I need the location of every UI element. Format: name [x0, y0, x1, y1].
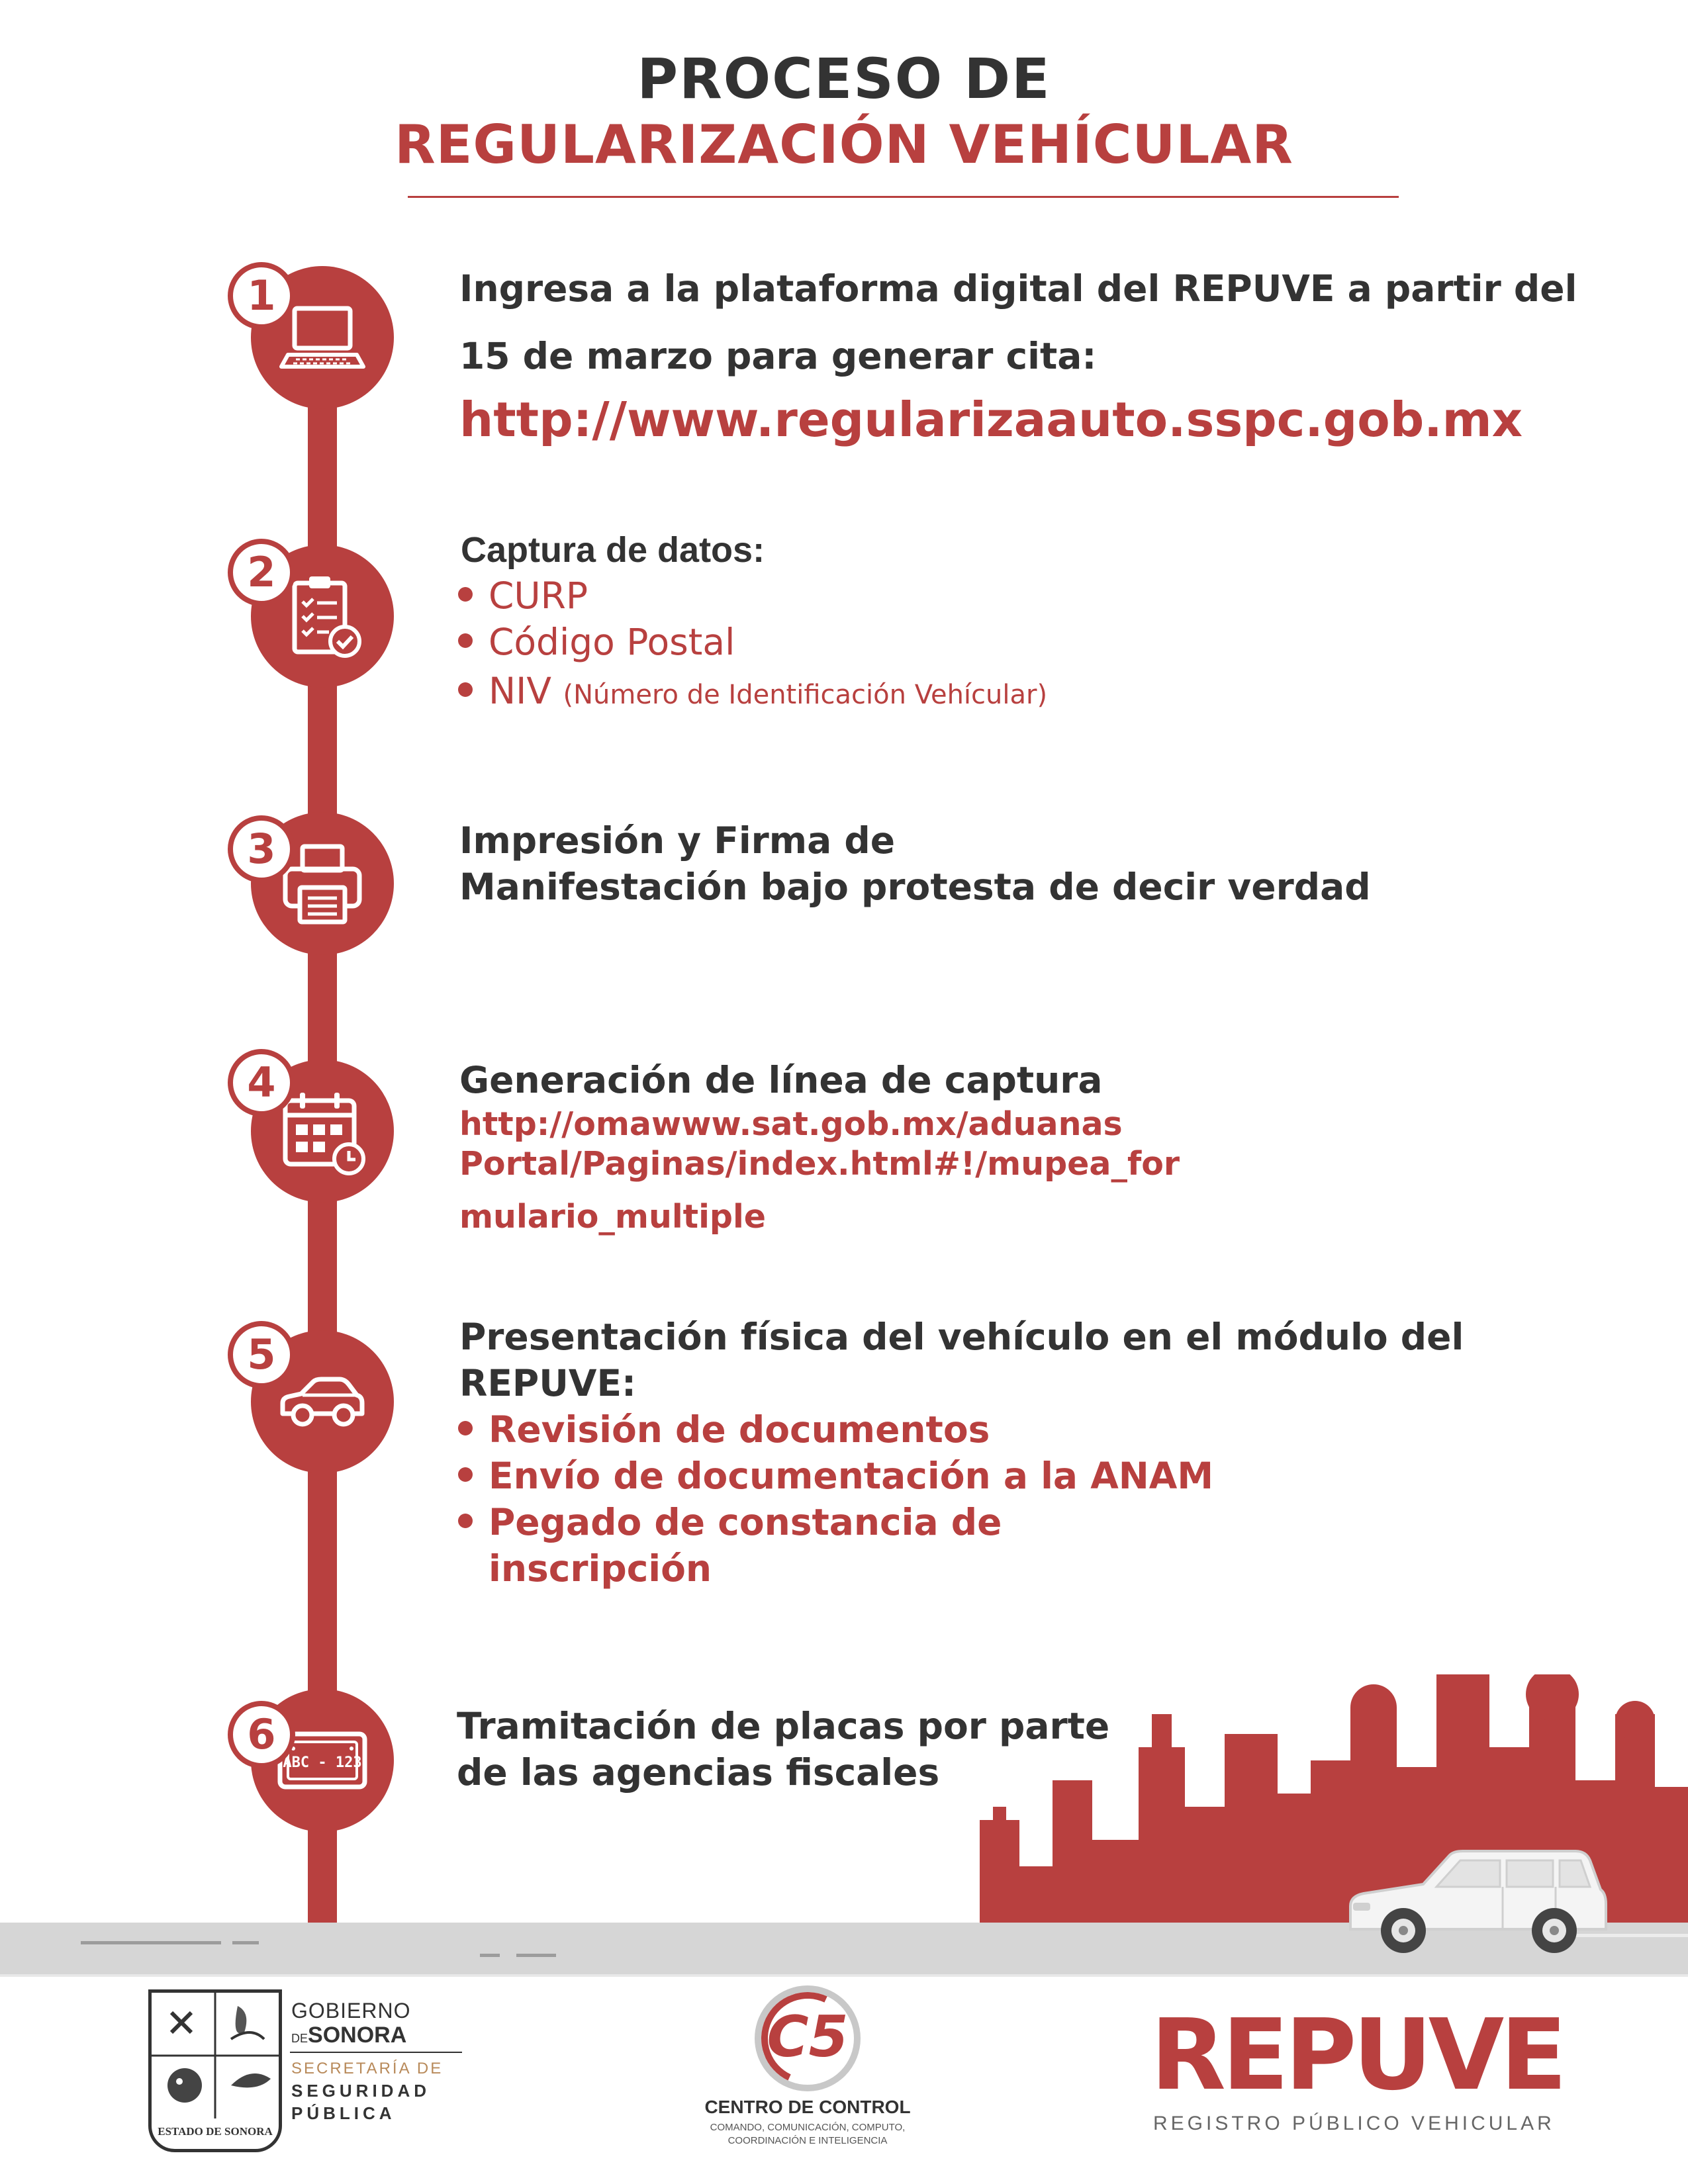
step-2-item-label: CURP [489, 574, 588, 617]
bullet-dot [458, 682, 473, 697]
step-2-badge: 2 [228, 539, 295, 606]
page-title-line2: REGULARIZACIÓN VEHÍCULAR [395, 114, 1293, 175]
step-5-item-2 [458, 1455, 1213, 1497]
c5-subtitle-2: COORDINACIÓN E INTELIGENCIA [727, 2135, 888, 2146]
sonora-seal [148, 1989, 282, 2152]
step-2-item-curp [458, 574, 588, 617]
step-5-text-line2: REPUVE: [459, 1362, 637, 1404]
car-illustration [1344, 1843, 1609, 1962]
bullet-dot [458, 1467, 473, 1482]
sonora-divider [290, 2052, 462, 2053]
step-2-item-codigo-postal [458, 621, 735, 663]
footer-divider [0, 1974, 1688, 1977]
bullet-dot [458, 587, 473, 602]
step-3-text-line1: Impresión y Firma de [459, 819, 896, 862]
seguridad-label: SEGURIDAD [291, 2081, 431, 2101]
c5-logo-text: C5 [767, 2004, 849, 2070]
step-1-badge: 1 [228, 262, 295, 330]
bullet-dot [458, 1514, 473, 1528]
step-1-text-line2: 15 de marzo para generar cita: [459, 335, 1097, 377]
road-dash [81, 1941, 221, 1944]
road-dash [516, 1954, 556, 1957]
step-3-text-line2: Manifestación bajo protesta de decir verdad [459, 866, 1371, 908]
coat-of-arms-icon [152, 1993, 279, 2118]
step-3-badge: 3 [228, 815, 295, 883]
step-4-link-line2[interactable]: Portal/Paginas/index.html#!/mupea_for [459, 1145, 1180, 1183]
step-5-badge: 5 [228, 1321, 295, 1388]
step-2-item-label: Código Postal [489, 621, 735, 663]
de-small-label: DE [291, 2032, 308, 2045]
c5-subtitle-1: COMANDO, COMUNICACIÓN, COMPUTO, [710, 2122, 906, 2133]
step-6-badge: 6 [228, 1701, 295, 1768]
sonora-label: SONORA [308, 2023, 407, 2048]
step-2-item-note: (Número de Identificación Vehícular) [563, 680, 1048, 710]
step-1-text-line1: Ingresa a la plataforma digital del REPUVE a partir del [459, 267, 1577, 310]
de-sonora-label [291, 2023, 406, 2048]
step-4-heading: Generación de línea de captura [459, 1059, 1103, 1101]
step-5-text-line1: Presentación física del vehículo en el módulo del [459, 1316, 1464, 1358]
publica-label: PÚBLICA [291, 2103, 396, 2123]
c5-title: CENTRO DE CONTROL [704, 2097, 911, 2117]
step-2-item-niv [458, 670, 1047, 712]
title-divider [408, 196, 1399, 198]
road-dash [232, 1941, 259, 1944]
step-2-heading: Captura de datos: [461, 530, 765, 570]
step-2-item-label: NIV [489, 670, 551, 712]
step-5-item-label: Envío de documentación a la ANAM [489, 1455, 1214, 1497]
step-5-item-label: Revisión de documentos [489, 1408, 990, 1451]
step-6-text-line2: de las agencias fiscales [457, 1751, 940, 1794]
step-4-link-line1[interactable]: http://omawww.sat.gob.mx/aduanas [459, 1105, 1123, 1143]
road-dash [480, 1954, 500, 1957]
step-5-item-label: Pegado de constancia de [489, 1501, 1002, 1543]
c5-logo [755, 1985, 861, 2091]
plate-text: ABC - 123 [283, 1754, 362, 1771]
step-5-item-3 [458, 1501, 1002, 1543]
step-6-text-line1: Tramitación de placas por parte [457, 1705, 1110, 1747]
gobierno-label: GOBIERNO [291, 1999, 411, 2023]
step-4-link-line3[interactable]: mulario_multiple [459, 1198, 766, 1236]
seal-caption: ESTADO DE SONORA [158, 2125, 273, 2138]
step-5-item-3-continuation: inscripción [489, 1547, 712, 1590]
bullet-dot [458, 1421, 473, 1435]
secretaria-label: SECRETARÍA DE [291, 2060, 444, 2077]
repuve-subtitle: REGISTRO PÚBLICO VEHICULAR [1153, 2113, 1555, 2134]
bullet-dot [458, 633, 473, 648]
step-5-item-1 [458, 1408, 990, 1451]
step-1-link[interactable]: http://www.regularizaauto.sspc.gob.mx [459, 392, 1523, 447]
step-4-badge: 4 [228, 1049, 295, 1116]
repuve-logo: REPUVE [1150, 1998, 1564, 2112]
page-title-line1: PROCESO DE [637, 46, 1051, 111]
